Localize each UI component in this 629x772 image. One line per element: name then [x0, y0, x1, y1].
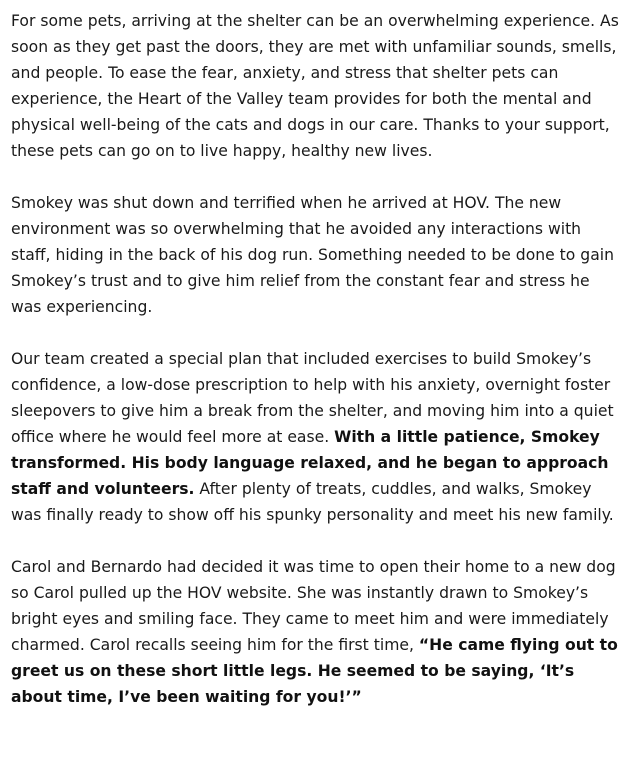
paragraph-adoption-text: Carol and Bernardo had decided it was time to open their home to a new dog so Carol pulled up the HOV website. She was instantly drawn to Smokey’s bright eyes and smiling face. They came to meet him and were immediately charmed. Carol recalls seeing him for the first time, [11, 558, 616, 654]
paragraph-special-plan-text: Our team created a special plan that included exercises to build Smokey’s confidence, a low-dose prescription to help with his anxiety, overnight foster sleepovers to give him a break from the shelter, and moving him into a quiet office where he would feel more at ease. [11, 350, 614, 446]
paragraph-special-plan-text-end: After plenty of treats, cuddles, and walks, Smokey was finally ready to show off his spunky personality and meet his new family. [11, 480, 614, 524]
paragraph-smokey-arrival [11, 190, 619, 320]
paragraph-adoption [11, 554, 619, 710]
paragraph-intro [11, 8, 619, 164]
paragraph-special-plan [11, 346, 619, 528]
paragraph-smokey-arrival-text: Smokey was shut down and terrified when he arrived at HOV. The new environment was so overwhelming that he avoided any interactions with staff, hiding in the back of his dog run. Something needed to be done to gain Smokey’s trust and to give him relief from the constant fear and stress he was experiencing. [11, 194, 614, 316]
paragraph-adoption-quote: “He came flying out to greet us on these short little legs. He seemed to be saying, ‘It’s about time, I’ve been waiting for you!’” [11, 636, 618, 706]
paragraph-intro-text: For some pets, arriving at the shelter can be an overwhelming experience. As soon as they get past the doors, they are met with unfamiliar sounds, smells, and people. To ease the fear, anxiety, and stress that shelter pets can experience, the Heart of the Valley team provides for both the mental and physical well-being of the cats and dogs in our care. Thanks to your support, these pets can go on to live happy, healthy new lives. [11, 12, 619, 160]
paragraph-special-plan-highlight: With a little patience, Smokey transformed. His body language relaxed, and he began to approach staff and volunteers. [11, 428, 609, 498]
